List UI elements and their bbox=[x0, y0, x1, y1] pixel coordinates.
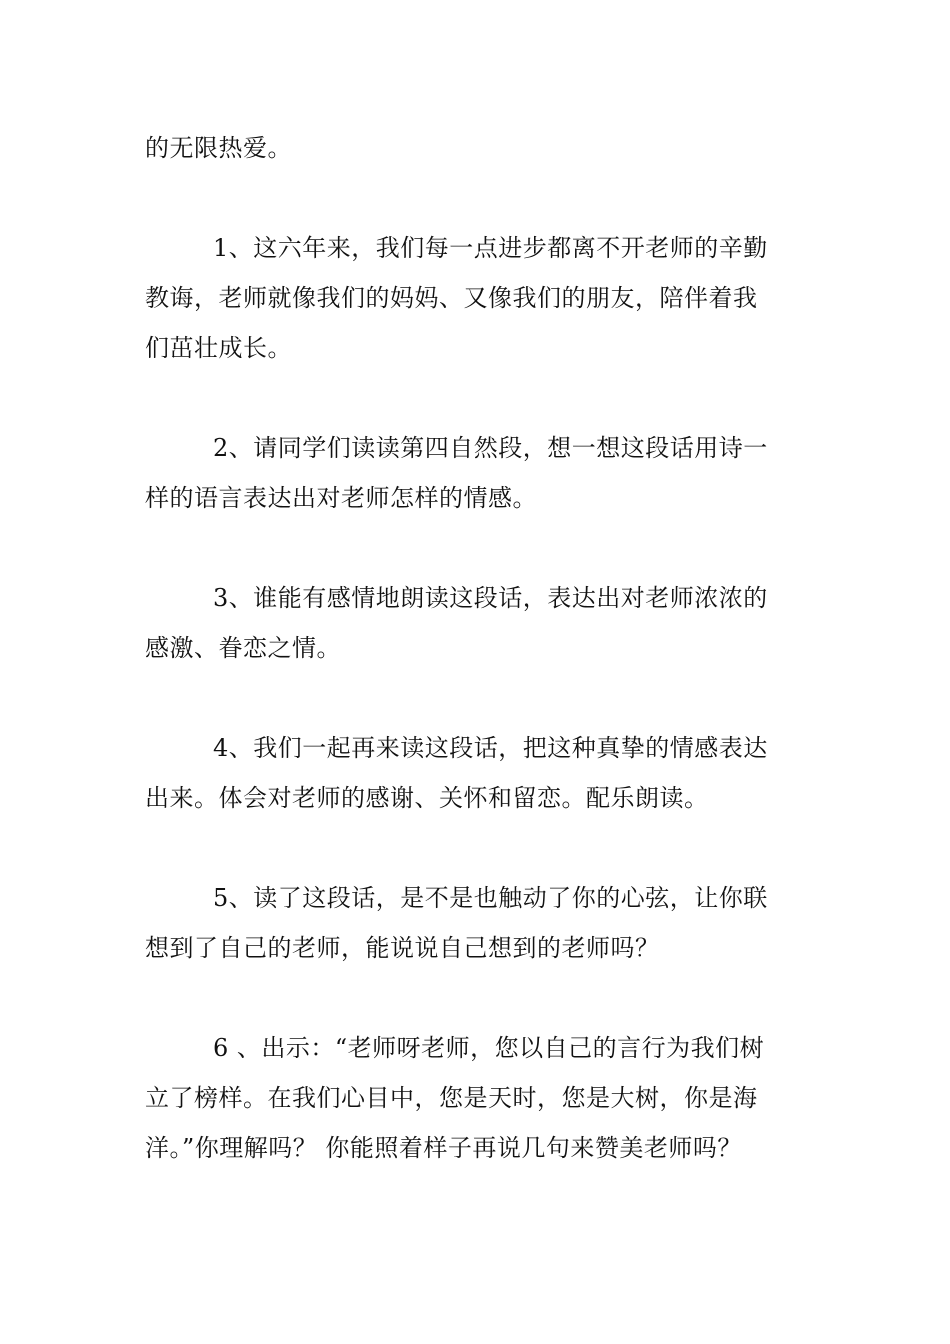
text-line: 立了榜样。在我们心目中，您是天时，您是大树，你是海 bbox=[145, 1084, 758, 1112]
text-line: 洋。”你理解吗？ 你能照着样子再说几句来赞美老师吗？ bbox=[145, 1134, 742, 1162]
text-line: 4、我们一起再来读这段话，把这种真挚的情感表达 bbox=[213, 734, 768, 762]
text-line: 们茁壮成长。 bbox=[145, 334, 292, 362]
text-line: 样的语言表达出对老师怎样的情感。 bbox=[145, 484, 537, 512]
paragraph-continuation bbox=[145, 123, 810, 173]
text-line: 的无限热爱。 bbox=[145, 134, 292, 162]
paragraph-item-5 bbox=[145, 873, 810, 973]
paragraph-item-6 bbox=[145, 1023, 810, 1173]
text-line: 6 、出示：“老师呀老师，您以自己的言行为我们树 bbox=[213, 1034, 765, 1062]
paragraph-item-3 bbox=[145, 573, 810, 673]
paragraph-item-4 bbox=[145, 723, 810, 823]
text-line: 感激、眷恋之情。 bbox=[145, 634, 341, 662]
text-line: 教诲，老师就像我们的妈妈、又像我们的朋友，陪伴着我 bbox=[145, 284, 758, 312]
paragraph-item-2 bbox=[145, 423, 810, 523]
text-line: 出来。体会对老师的感谢、关怀和留恋。配乐朗读。 bbox=[145, 784, 709, 812]
text-line: 1、这六年来，我们每一点进步都离不开老师的辛勤 bbox=[213, 234, 768, 262]
text-line: 想到了自己的老师，能说说自己想到的老师吗？ bbox=[145, 934, 660, 962]
text-line: 5、读了这段话，是不是也触动了你的心弦，让你联 bbox=[213, 884, 768, 912]
text-line: 2、请同学们读读第四自然段，想一想这段话用诗一 bbox=[213, 434, 768, 462]
paragraph-item-1 bbox=[145, 223, 810, 373]
text-line: 3、谁能有感情地朗读这段话，表达出对老师浓浓的 bbox=[213, 584, 768, 612]
